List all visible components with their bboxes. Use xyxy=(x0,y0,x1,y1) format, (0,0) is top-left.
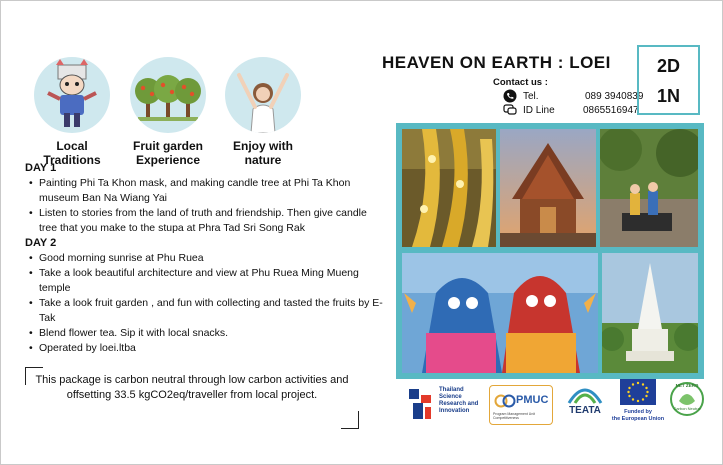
photo-collage xyxy=(396,123,704,379)
pmuc-name: PMUC xyxy=(516,394,549,406)
itinerary xyxy=(25,161,385,356)
list-item: • Painting Phi Ta Khon mask, and making candle tree at Phi Ta Khon museum Ban Na Wiang Yai xyxy=(39,176,385,206)
net-zero-sub: Carbon Neutral xyxy=(673,406,701,411)
tsri-line: Thailand xyxy=(439,387,464,393)
feature-local-traditions xyxy=(29,57,115,167)
line-label: ID Line xyxy=(523,104,555,116)
tsri-line: Research and xyxy=(439,401,479,407)
phi-ta-khon-masks-photo xyxy=(402,253,598,373)
carbon-note-text: This package is carbon neutral through low carbon activities and offsetting 33.5 kgCO2eq/traveller from local project. xyxy=(35,374,349,401)
bracket-corner xyxy=(341,411,359,429)
day-2-list xyxy=(25,251,385,356)
list-item: • Listen to stories from the land of truth and friendship. Then give candle tree that you make to the stupa at Phra Tad Sri Song Rak xyxy=(39,206,385,236)
partner-logos xyxy=(401,379,711,431)
feature-label: Enjoy with nature xyxy=(233,139,293,167)
contact-tel xyxy=(503,89,643,103)
person-stretching-icon xyxy=(225,57,301,133)
contact-line xyxy=(503,103,639,117)
tourists-cart-photo xyxy=(600,129,698,247)
tsri-line: Innovation xyxy=(439,408,470,414)
net-zero-logo xyxy=(667,381,707,421)
day-2-heading: DAY 2 xyxy=(25,237,57,249)
phone-icon xyxy=(503,89,517,103)
teata-name: TEATA xyxy=(569,405,601,416)
list-item: • Operated by loei.ltba xyxy=(39,341,385,356)
mask-character-icon xyxy=(34,57,110,133)
tel-value: 089 3940839 xyxy=(585,90,644,102)
net-zero-name: NET ZERO xyxy=(675,383,699,388)
tel-label: Tel. xyxy=(523,90,539,102)
days-value: 2D xyxy=(656,56,680,76)
page-title: HEAVEN ON EARTH : LOEI xyxy=(382,53,611,72)
feature-nature xyxy=(215,57,311,167)
feature-label: Local Traditions xyxy=(43,139,101,167)
day-1-list xyxy=(25,176,385,236)
list-item: • Take a look fruit garden , and fun with collecting and tasted the fruits by E-Tak xyxy=(39,296,385,326)
duration-badge xyxy=(637,45,700,115)
teata-logo xyxy=(561,383,609,425)
feature-label: Fruit garden Experience xyxy=(132,139,203,167)
chat-icon xyxy=(503,103,517,117)
feature-fruit-garden xyxy=(125,57,211,167)
tsri-line: Science xyxy=(439,394,462,400)
fruit-trees-icon xyxy=(130,57,206,133)
line-value: 0865516947 xyxy=(583,104,639,116)
temple-photo xyxy=(500,129,596,247)
tsri-logo xyxy=(407,385,481,425)
contact-heading: Contact us : xyxy=(493,77,548,88)
eu-caption-2: the European Union xyxy=(611,416,665,422)
list-item: • Take a look beautiful architecture and view at Phu Ruea Ming Mueng temple xyxy=(39,266,385,296)
eu-caption-1: Funded by xyxy=(624,409,652,415)
eu-flag-logo xyxy=(613,379,663,429)
pmuc-sub: Program Management Unit Competitiveness xyxy=(493,412,536,420)
pmuc-logo xyxy=(489,385,553,425)
nights-value: 1N xyxy=(656,86,680,106)
carbon-neutral-note xyxy=(25,367,359,429)
list-item: • Blend flower tea. Sip it with local snacks. xyxy=(39,326,385,341)
list-item: • Good morning sunrise at Phu Ruea xyxy=(39,251,385,266)
candle-tree-photo xyxy=(402,129,496,247)
stupa-photo xyxy=(602,253,698,373)
day-1-heading: DAY 1 xyxy=(25,162,57,174)
